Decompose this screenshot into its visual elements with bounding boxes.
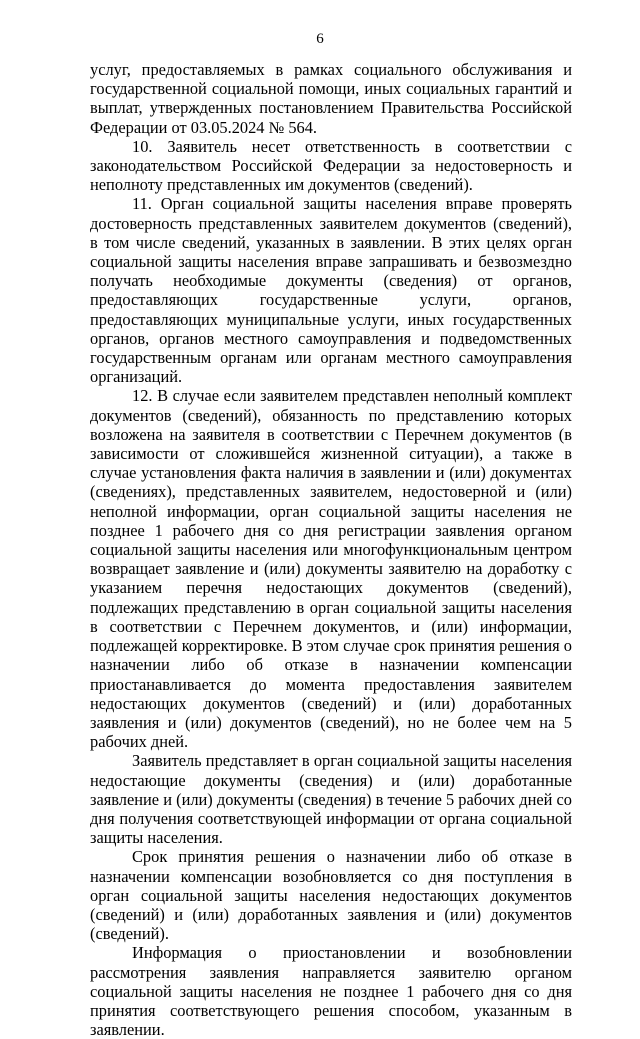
- paragraph-item-11: 11. Орган социальной защиты населения вправе проверять достоверность представленных заявителем документов (сведений), в том числе сведений, указанных в заявлении. В этих целях орган социальной защиты населения вправе запрашивать и безвозмездно получать необходимые документы (сведения) от органов, предоставляющих государственные услуги, органов, предоставляющих муниципальные услуги, иных государственных органов, органов местного самоуправления и подведомственных государственным органам или органам местного самоуправления организаций.: [90, 194, 572, 387]
- page-number: 6: [316, 31, 324, 47]
- paragraph-item-10: 10. Заявитель несет ответственность в соответствии с законодательством Российской Федерации за недостоверность и неполноту представленных им документов (сведений).: [90, 136, 572, 195]
- paragraph-applicant-submission: Заявитель представляет в орган социальной защиты населения недостающие документы (сведения) и (или) доработанные заявление и (или) документы (сведения) в течение 5 рабочих дней со дня получения соответствующей информации от органа социальной защиты населения.: [90, 751, 572, 848]
- paragraph-item-12: 12. В случае если заявителем представлен неполный комплект документов (сведений), обязанность по представлению которых возложена на заявителя в соответствии с Перечнем документов (в зависимости от сложившейся жизненной ситуации), а также в случае установления факта наличия в заявлении и (или) документах (сведениях), представленных заявителем, недостоверной и (или) неполной информации, орган социальной защиты населения не позднее 1 рабочего дня со дня регистрации заявления органом социальной защиты населения или многофункциональным центром возвращает заявление и (или) документы заявителю на доработку с указанием перечня недостающих документов (сведений), подлежащих представлению в орган социальной защиты населения в соответствии с Перечнем документов, и (или) информации, подлежащей корректировке. В этом случае срок принятия решения о назначении либо об отказе в назначении компенсации приостанавливается до момента предоставления заявителем недостающих документов (сведений) и (или) доработанных заявления и (или) документов (сведений), но не более чем на 5 рабочих дней.: [90, 386, 572, 752]
- document-body: [90, 60, 572, 1039]
- paragraph-notification: Информация о приостановлении и возобновлении рассмотрения заявления направляется заявителю органом социальной защиты населения не позднее 1 рабочего дня со дня принятия соответствующего решения способом, указанным в заявлении.: [90, 943, 572, 1039]
- paragraph-continuation: услуг, предоставляемых в рамках социального обслуживания и государственной социальной помощи, иных социальных гарантий и выплат, утвержденных постановлением Правительства Российской Федерации от 03.05.2024 № 564.: [90, 60, 572, 137]
- paragraph-decision-term: Срок принятия решения о назначении либо об отказе в назначении компенсации возобновляется со дня поступления в орган социальной защиты населения недостающих документов (сведений) и (или) доработанных заявления и (или) документов (сведений).: [90, 847, 572, 944]
